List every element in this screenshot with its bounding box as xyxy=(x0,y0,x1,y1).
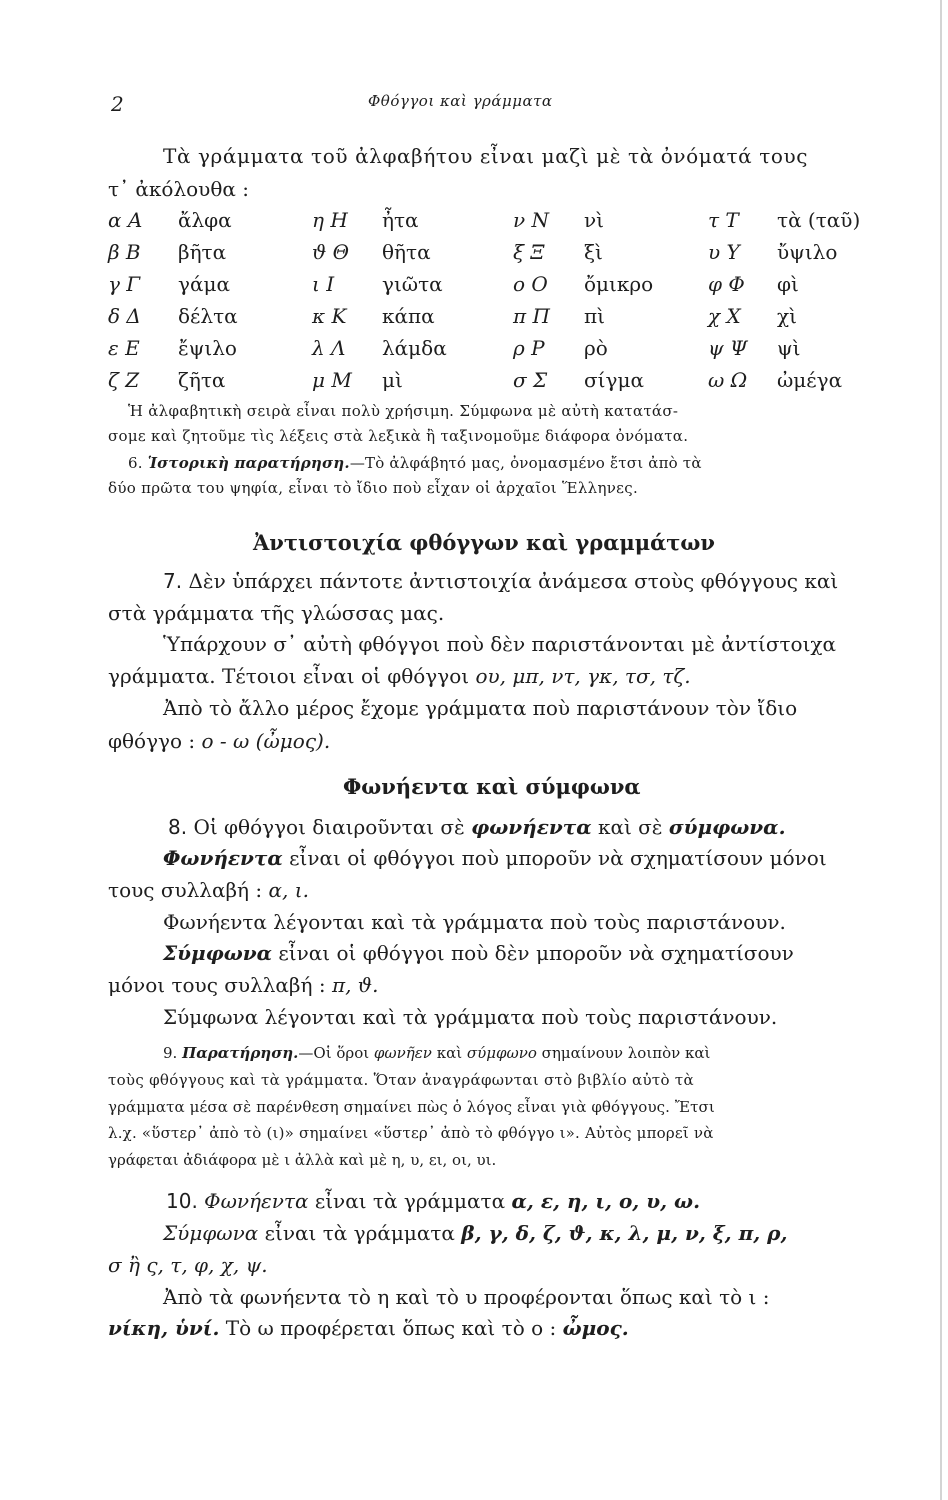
term-vowels: φωνήεντα xyxy=(471,815,592,839)
section-heading-correspondence: Ἀντιστοιχία φθόγγων καὶ γραμμάτων xyxy=(253,530,715,555)
paragraph-7-line-6 xyxy=(108,729,330,753)
letter-alpha: α Α xyxy=(108,208,143,232)
paragraph-8-line-3 xyxy=(108,878,309,902)
paragraph-7-text-6: φθόγγο : xyxy=(108,729,196,753)
paragraph-9-term-consonant: σύμφωνο xyxy=(466,1044,537,1062)
paragraph-7-number: 7. xyxy=(163,569,183,593)
letter-name-beta: βῆτα xyxy=(178,240,227,264)
letter-beta: β Β xyxy=(108,240,141,264)
letter-name-eta: ἦτα xyxy=(382,208,419,232)
paragraph-10-consonant-list: β, γ, δ, ζ, ϑ, κ, λ, μ, ν, ξ, π, ρ, xyxy=(461,1221,788,1245)
paragraph-9-term-vowel: φωνῆεν xyxy=(373,1044,432,1062)
letter-name-psi: ψὶ xyxy=(777,336,801,360)
term-vowels-2: Φωνήεντα xyxy=(163,846,283,870)
paragraph-7-text-4: γράμματα. Τέτοιοι εἶναι οἱ φθόγγοι xyxy=(108,664,470,688)
paragraph-10-text-2: εἶναι τὰ γράμματα xyxy=(264,1221,455,1245)
paragraph-10-example-word-omos: ὦμος. xyxy=(562,1316,629,1340)
paragraph-8-number: 8. xyxy=(168,815,188,839)
paragraph-9-line-5 xyxy=(108,1151,496,1169)
note-alpha-line-2: σομε καὶ ζητοῦμε τὶς λέξεις στὰ λεξικὰ ἢ ταξινομοῦμε διάφορα ὀνόματα. xyxy=(108,427,689,445)
note-alpha-line-1: Ἡ ἀλφαβητικὴ σειρὰ εἶναι πολὺ χρήσιμη. Σύμφωνα μὲ αὐτὴ κατατάσ- xyxy=(128,402,679,420)
paragraph-9-title: Παρατήρηση. xyxy=(182,1044,299,1062)
letter-name-xi: ξὶ xyxy=(584,240,603,264)
letter-phi: φ Φ xyxy=(708,272,745,296)
letter-name-rho: ρὸ xyxy=(584,336,608,360)
paragraph-9-number: 9. xyxy=(163,1044,178,1062)
letter-name-lambda: λάμδα xyxy=(382,336,447,360)
paragraph-8-text-2: εἶναι οἱ φθόγγοι ποὺ μποροῦν νὰ σχηματίσουν μόνοι xyxy=(289,846,827,870)
letter-name-gamma: γάμα xyxy=(178,272,230,296)
letter-name-sigma: σίγμα xyxy=(584,368,644,392)
paragraph-7-line-2: στὰ γράμματα τῆς γλώσσας μας. xyxy=(108,601,445,625)
letter-sigma: σ Σ xyxy=(513,368,548,392)
paragraph-7-example: ο - ω (ὦμος). xyxy=(201,729,331,753)
paragraph-10-line-2 xyxy=(163,1221,787,1245)
letter-name-delta: δέλτα xyxy=(178,304,238,328)
letter-name-upsilon: ὔψιλο xyxy=(777,240,838,264)
paragraph-10-line-5 xyxy=(108,1316,629,1340)
paragraph-9-text-1a: —Οἱ ὅροι xyxy=(298,1044,370,1062)
letter-nu: ν Ν xyxy=(513,208,550,232)
paragraph-8-text-1b: καὶ σὲ xyxy=(597,815,663,839)
paragraph-10-vowel-list: α, ε, η, ι, ο, υ, ω. xyxy=(511,1189,701,1213)
paragraph-10-line-4: Ἀπὸ τὰ φωνήεντα τὸ η καὶ τὸ υ προφέρονται ὅπως καὶ τὸ ι : xyxy=(163,1285,770,1309)
paragraph-8-text-5: εἶναι οἱ φθόγγοι ποὺ δὲν μποροῦν νὰ σχηματίσουν xyxy=(278,941,794,965)
letter-lambda: λ Λ xyxy=(312,336,346,360)
paragraph-6-line-1 xyxy=(128,454,702,472)
letter-name-phi: φὶ xyxy=(777,272,799,296)
paragraph-9-line-3: γράμματα μέσα σὲ παρένθεση σημαίνει πὼς ὁ λόγος εἶναι γιὰ φθόγγους. Ἔτσι xyxy=(108,1098,715,1116)
letter-rho: ρ Ρ xyxy=(513,336,545,360)
paragraph-8-line-1 xyxy=(168,815,786,839)
intro-line-1: Τὰ γράμματα τοῦ ἀλφαβήτου εἶναι μαζὶ μὲ τὰ ὀνόματά τους xyxy=(163,144,809,168)
letter-zeta: ζ Ζ xyxy=(108,368,140,392)
letter-name-omega: ὠμέγα xyxy=(777,368,843,392)
page-number: 2 xyxy=(111,92,124,116)
letter-mu: μ Μ xyxy=(312,368,352,392)
letter-iota: ι Ι xyxy=(312,272,335,296)
paragraph-9-text-5b: ι ἀλλὰ καὶ μὲ η, υ, ει, οι, υι. xyxy=(284,1151,497,1169)
term-consonants-2: Σύμφωνα xyxy=(163,941,273,965)
paragraph-9-line-2: τοὺς φθόγγους καὶ τὰ γράμματα. Ὅταν ἀναγράφωνται στὸ βιβλίο αὐτὸ τὰ xyxy=(108,1071,694,1089)
letter-kappa: κ Κ xyxy=(312,304,347,328)
paragraph-7-line-5: Ἀπὸ τὸ ἄλλο μέρος ἔχομε γράμματα ποὺ παριστάνουν τὸν ἴδιο xyxy=(163,696,798,720)
paragraph-10-text-1: εἶναι τὰ γράμματα xyxy=(314,1189,506,1213)
paragraph-8-line-5 xyxy=(163,941,794,965)
letter-theta: ϑ Θ xyxy=(312,240,350,264)
letter-delta: δ Δ xyxy=(108,304,141,328)
section-heading-vowels-consonants: Φωνήεντα καὶ σύμφωνα xyxy=(343,774,641,799)
letter-omega: ω Ω xyxy=(708,368,748,392)
letter-name-iota: γιῶτα xyxy=(382,272,443,296)
letter-name-nu: νὶ xyxy=(584,208,604,232)
paragraph-10-text-5: Τὸ ω προφέρεται ὅπως καὶ τὸ ο : xyxy=(225,1316,557,1340)
paragraph-6-title: Ἱστορικὴ παρατήρηση. xyxy=(147,454,350,472)
paragraph-10-line-1 xyxy=(166,1189,700,1213)
intro-line-2: τ᾽ ἀκόλουθα : xyxy=(108,177,249,201)
letter-chi: χ Χ xyxy=(708,304,741,328)
letter-eta: η Η xyxy=(312,208,348,232)
paragraph-8-line-7: Σύμφωνα λέγονται καὶ τὰ γράμματα ποὺ τοὺς παριστάνουν. xyxy=(163,1005,778,1029)
letter-name-mu: μὶ xyxy=(382,368,403,392)
running-title: Φθόγγοι καὶ γράμματα xyxy=(368,92,553,110)
letter-psi: ψ Ψ xyxy=(708,336,748,360)
paragraph-8-text-1: Οἱ φθόγγοι διαιροῦνται σὲ xyxy=(193,815,465,839)
letter-name-epsilon: ἔψιλο xyxy=(178,336,237,360)
paragraph-8-text-6: μόνοι τους συλλαβή : xyxy=(108,973,326,997)
paragraph-7-digraphs: ου, μπ, ντ, γκ, τσ, τζ. xyxy=(475,664,691,688)
letter-name-tau: τὰ (ταῦ) xyxy=(777,208,861,232)
paragraph-7-line-1 xyxy=(163,569,838,593)
letter-name-omicron: ὄμικρο xyxy=(584,272,654,296)
paragraph-7-text-1: Δὲν ὑπάρχει πάντοτε ἀντιστοιχία ἀνάμεσα στοὺς φθόγγους καὶ xyxy=(188,569,839,593)
paragraph-9-line-4: λ.χ. «ὕστερ᾽ ἀπὸ τὸ (ι)» σημαίνει «ὕστερ᾽ ἀπὸ τὸ φθόγγο ι». Αὐτὸς μπορεῖ νὰ xyxy=(108,1124,714,1142)
paragraph-8-example-vowels: α, ι. xyxy=(268,878,309,902)
paragraph-10-term-consonants: Σύμφωνα xyxy=(163,1221,259,1245)
term-consonants: σύμφωνα. xyxy=(668,815,786,839)
paragraph-8-line-2 xyxy=(163,846,827,870)
letter-name-theta: θῆτα xyxy=(382,240,431,264)
letter-upsilon: υ Υ xyxy=(708,240,740,264)
paragraph-10-line-3: σ ἢ ς, τ, φ, χ, ψ. xyxy=(108,1253,268,1277)
letter-epsilon: ε Ε xyxy=(108,336,140,360)
letter-xi: ξ Ξ xyxy=(513,240,545,264)
letter-tau: τ Τ xyxy=(708,208,739,232)
letter-omicron: ο Ο xyxy=(513,272,548,296)
paragraph-8-text-3: τους συλλαβή : xyxy=(108,878,263,902)
paragraph-6-number: 6. xyxy=(128,454,143,472)
letter-name-chi: χὶ xyxy=(777,304,797,328)
letter-name-zeta: ζῆτα xyxy=(178,368,226,392)
paragraph-6-text: —Τὸ ἀλφάβητό μας, ὀνομασμένο ἔτσι ἀπὸ τὰ xyxy=(349,454,702,472)
paragraph-8-line-4: Φωνήεντα λέγονται καὶ τὰ γράμματα ποὺ τοὺς παριστάνουν. xyxy=(163,910,786,934)
paragraph-7-line-3: Ὑπάρχουν σ᾽ αὐτὴ φθόγγοι ποὺ δὲν παριστάνονται μὲ ἀντίστοιχα xyxy=(163,632,837,656)
paragraph-9-line-1 xyxy=(163,1044,710,1062)
paragraph-9-text-1c: καὶ xyxy=(436,1044,463,1062)
letter-gamma: γ Γ xyxy=(108,272,141,296)
letter-name-kappa: κάπα xyxy=(382,304,435,328)
paragraph-6-line-2: δύο πρῶτα του ψηφία, εἶναι τὸ ἴδιο ποὺ εἶχαν οἱ ἀρχαῖοι Ἕλληνες. xyxy=(108,479,639,497)
page-edge xyxy=(940,0,942,1500)
paragraph-8-example-consonants: π, ϑ. xyxy=(331,973,379,997)
paragraph-9-text-5: γράφεται ἀδιάφορα μὲ xyxy=(108,1151,280,1169)
letter-pi: π Π xyxy=(513,304,550,328)
letter-name-pi: πὶ xyxy=(584,304,605,328)
paragraph-7-line-4 xyxy=(108,664,691,688)
paragraph-10-number: 10. xyxy=(166,1189,198,1213)
letter-name-alpha: ἄλφα xyxy=(178,208,232,232)
paragraph-10-term-vowels: Φωνήεντα xyxy=(204,1189,309,1213)
paragraph-8-line-6 xyxy=(108,973,378,997)
paragraph-9-text-1e: σημαίνουν λοιπὸν καὶ xyxy=(541,1044,711,1062)
paragraph-10-example-words: νίκη, ὑνί. xyxy=(108,1316,220,1340)
